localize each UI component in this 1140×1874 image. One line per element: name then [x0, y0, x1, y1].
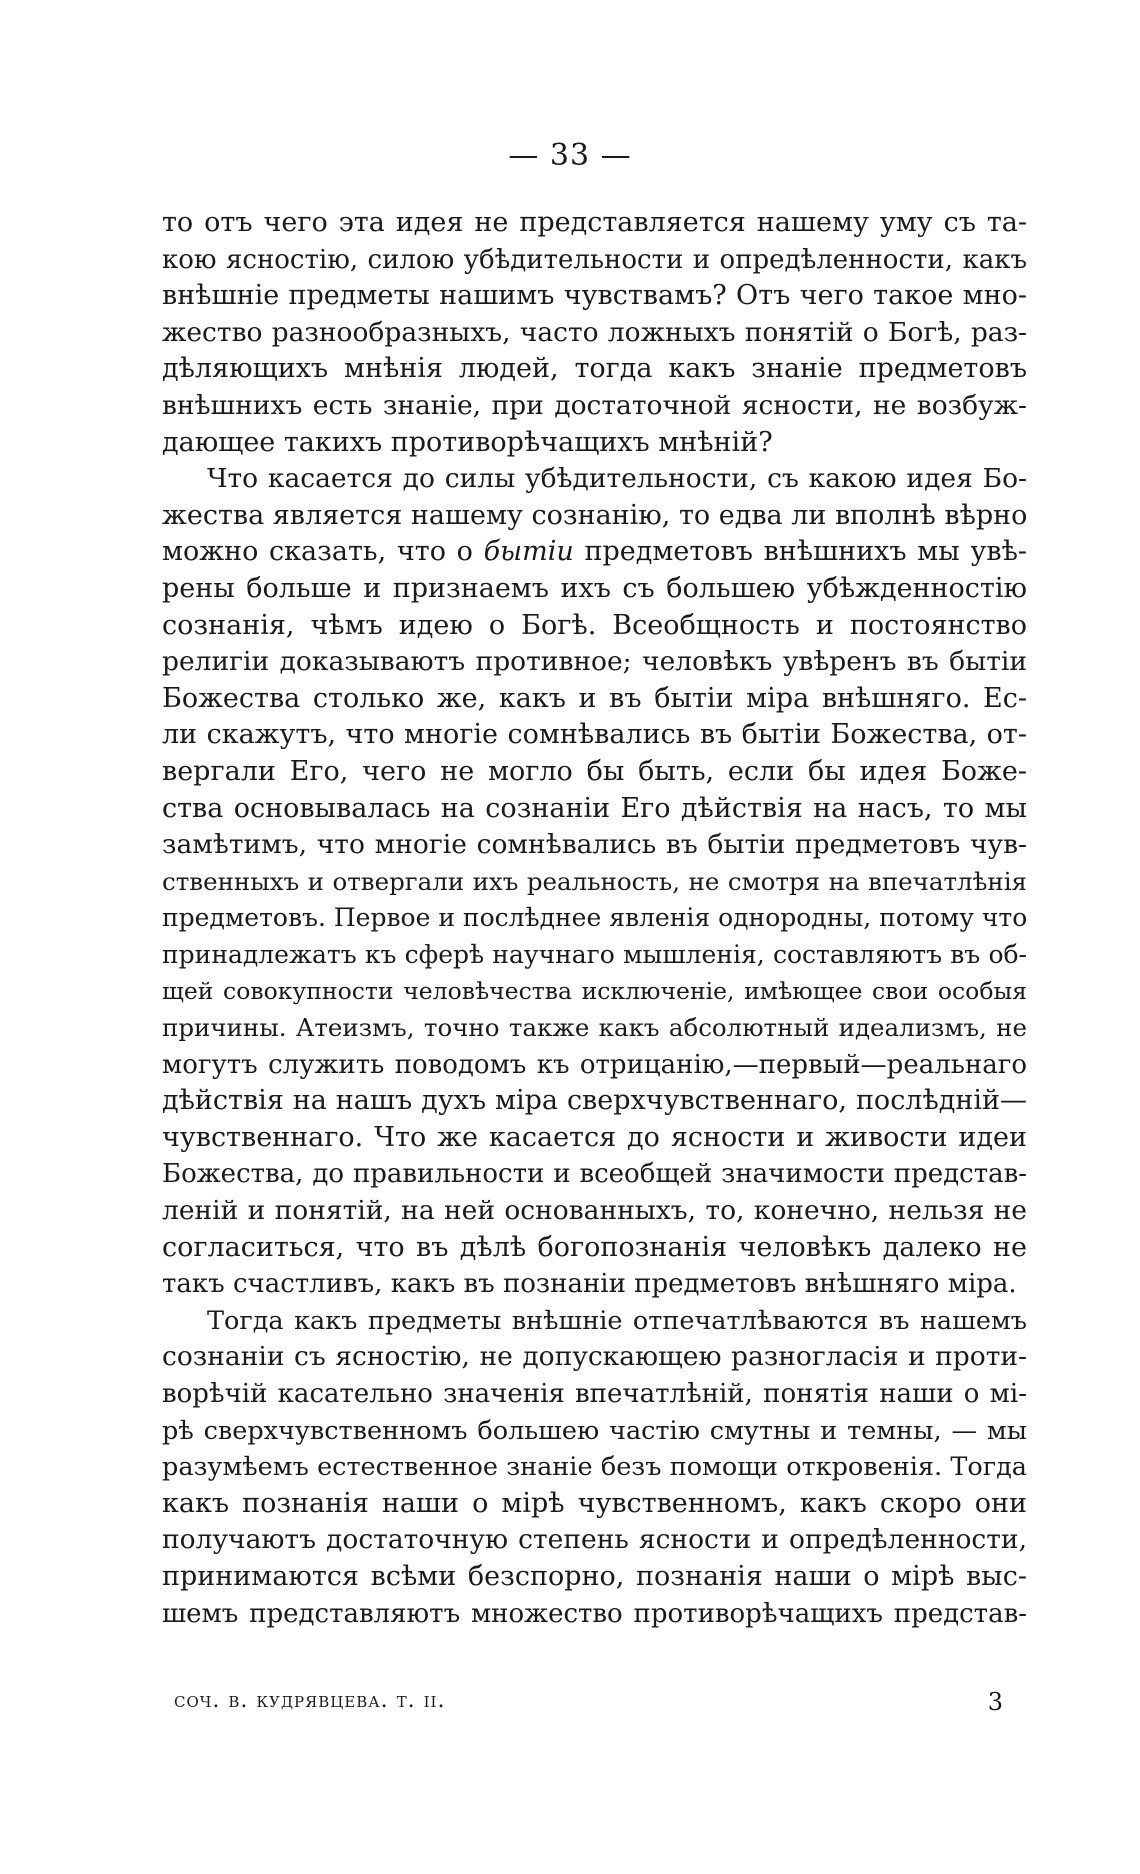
text-line: Божества столько же, какъ и въ бытіи міра внѣшняго. Ес- — [162, 682, 1027, 714]
text-line: разумѣемъ естественное знаніе безъ помощи откровенія. Тогда — [162, 1452, 1027, 1483]
text-line: то отъ чего эта идея не представляется нашему уму съ та- — [162, 207, 1027, 238]
text-line: согласиться, что въ дѣлѣ богопознанія человѣкъ далеко не — [162, 1231, 1027, 1263]
text-line: рены больше и признаемъ ихъ съ большею убѣжденностію — [162, 572, 1027, 604]
text-line: дѣляющихъ мнѣнія людей, тогда какъ знаніе предметовъ — [162, 353, 1027, 385]
text-line: чувственнаго. Что же касается до ясности и живости идеи — [162, 1121, 1027, 1153]
sheet-number: 3 — [987, 1688, 1004, 1716]
text-line: можно сказать, что о бытіи предметовъ внѣшнихъ мы увѣ- — [162, 536, 1027, 568]
text-line: жество разнообразныхъ, часто ложныхъ понятій о Богѣ, раз- — [162, 316, 1027, 348]
text-line: внѣшнихъ есть знаніе, при достаточной ясности, не возбуж- — [162, 389, 1027, 421]
text-line: получаютъ достаточную степень ясности и опредѣленности, — [162, 1524, 1027, 1556]
text-line: ворѣчій касательно значенія впечатлѣній, понятія наши о мі- — [162, 1379, 1027, 1409]
page-footer — [174, 1688, 1004, 1716]
text-line: дающее такихъ противорѣчащихъ мнѣній? — [162, 426, 773, 458]
text-line: принимаются всѣми безспорно, познанія наши о мірѣ выс- — [162, 1560, 1027, 1592]
text-line: рѣ сверхчувственномъ большею частію смутны и темны, — мы — [162, 1415, 1027, 1446]
text-line: Тогда какъ предметы внѣшніе отпечатлѣваются въ нашемъ — [207, 1305, 1027, 1336]
text-line: вергали Его, чего не могло бы быть, если бы идея Боже- — [162, 755, 1027, 787]
body-text — [162, 205, 1027, 1632]
text-line: сознаніи съ ясностію, не допускающею разногласія и проти- — [162, 1341, 1027, 1373]
text-line: внѣшніе предметы нашимъ чувствамъ? Отъ чего такое мно- — [162, 280, 1027, 312]
text-line: кою ясностію, силою убѣдительности и опредѣленности, какъ — [162, 244, 1027, 275]
text-line: предметовъ. Первое и послѣднее явленія однородны, потому что — [162, 903, 1028, 933]
text-line: шемъ представляютъ множество противорѣчащихъ представ- — [162, 1598, 1027, 1629]
emphasized-word: бытіи — [483, 536, 574, 568]
text-line: какъ познанія наши о мірѣ чувственномъ, какъ скоро они — [162, 1487, 1027, 1519]
text-line: принадлежатъ къ сферѣ научнаго мышленія, составляютъ въ об- — [162, 939, 1027, 969]
text-line: ства основывалась на сознаніи Его дѣйствія на насъ, то мы — [162, 792, 1027, 824]
paragraph — [162, 461, 1027, 1303]
text-line: замѣтимъ, что многіе сомнѣвались въ бытіи предметовъ чув- — [162, 829, 1027, 861]
text-line: религіи доказываютъ противное; человѣкъ увѣренъ въ бытіи — [162, 646, 1027, 678]
paragraph — [162, 1303, 1027, 1632]
text-line: ственныхъ и отвергали ихъ реальность, не смотря на впечатлѣнія — [162, 866, 1027, 896]
text-line: жества является нашему сознанію, то едва ли вполнѣ вѣрно — [162, 499, 1028, 531]
text-line: щей совокупности человѣчества исключеніе, имѣющее свои особыя — [162, 977, 1027, 1006]
text-line: Божества, до правильности и всеобщей значимости представ- — [162, 1159, 1027, 1190]
paragraph — [162, 205, 1027, 461]
text-line: сознанія, чѣмъ идею о Богѣ. Всеобщность и постоянство — [162, 609, 1027, 641]
text-line: причины. Атеизмъ, точно также какъ абсолютный идеализмъ, не — [162, 1013, 1027, 1043]
text-line: дѣйствія на нашъ духъ міра сверхчувственнаго, послѣдній— — [162, 1085, 1027, 1117]
footer-signature: соч. в. кудрявцева. т. ii. — [174, 1688, 446, 1713]
text-line: ли скажутъ, что многіе сомнѣвались въ бытіи Божества, от- — [162, 719, 1027, 751]
text-line: леній и понятій, на ней основанныхъ, то, конечно, нельзя не — [162, 1195, 1027, 1227]
text-line: могутъ служить поводомъ къ отрицанію,—первый—реальнаго — [162, 1049, 1027, 1080]
text-line: такъ счастливъ, какъ въ познаніи предметовъ внѣшняго міра. — [162, 1269, 1017, 1300]
text-line: Что касается до силы убѣдительности, съ какою идея Бо- — [207, 463, 1027, 495]
page-number: — 33 — — [508, 138, 632, 173]
